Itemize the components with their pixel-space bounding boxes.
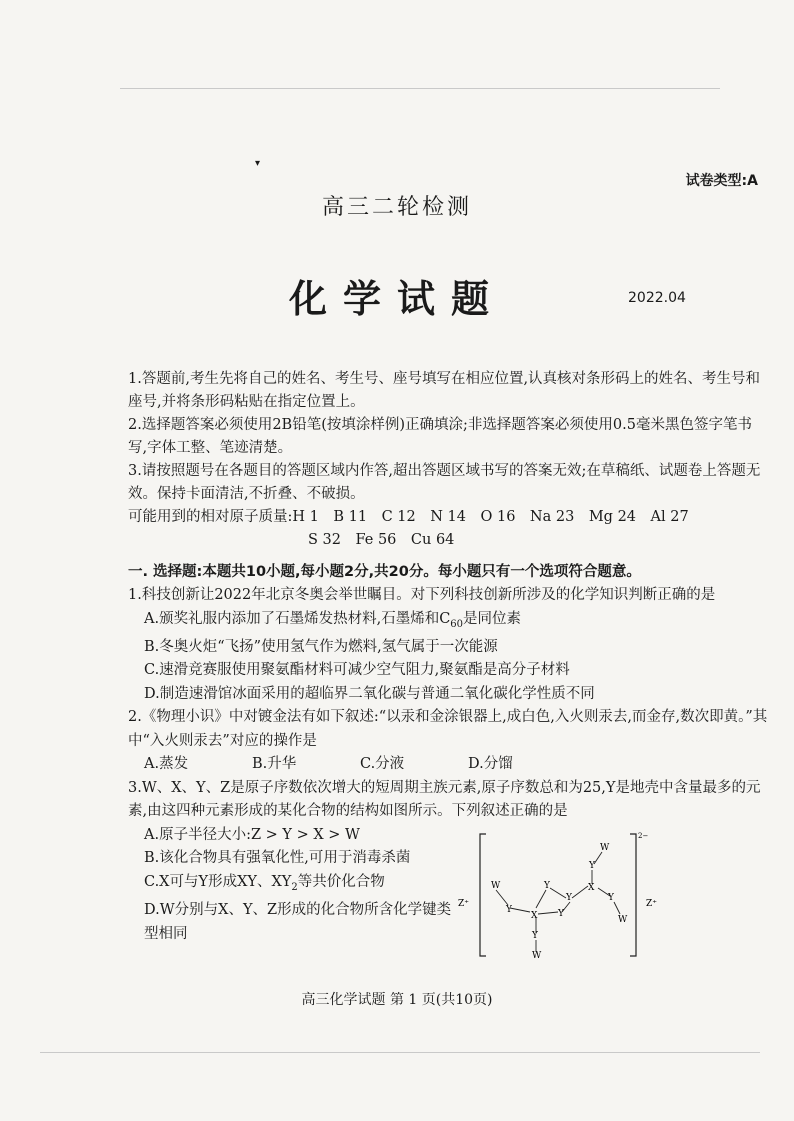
question-1-option-a: A.颁奖礼服内添加了石墨烯发热材料,石墨烯和$C_{60}$是同位素 — [144, 610, 522, 630]
question-2-option-b: B.升华 — [252, 756, 297, 773]
question-3 — [128, 777, 768, 946]
question-3-stem: 3.W、X、Y、Z是原子序数依次增大的短周期主族元素,原子序数总和为25,Y是地壳中含量最多的元素,由这四种元素形成的某化合物的结构如图所示。下列叙述正确的是 — [128, 779, 761, 820]
atom-x: X — [588, 883, 595, 893]
z-ion-right: Z⁺ — [646, 899, 658, 909]
question-1-stem: 1.科技创新让2022年北京冬奥会举世瞩目。对下列科技创新所涉及的化学知识判断正确的是 — [128, 587, 716, 603]
atomic-masses — [128, 506, 768, 529]
exam-date: 2022.04 — [628, 290, 686, 306]
question-1-option-b: B.冬奥火炬“飞扬”使用氢气作为燃料,氢气属于一次能源 — [144, 638, 498, 655]
paper-type: 试卷类型:A — [685, 173, 758, 189]
instructions — [128, 368, 768, 552]
right-bracket — [630, 834, 636, 956]
question-3-option-b: B.该化合物具有强氧化性,可用于消毒杀菌 — [144, 850, 411, 867]
question-2 — [128, 706, 768, 777]
questions — [128, 584, 768, 946]
question-1 — [128, 584, 768, 706]
instruction-3: 3.请按照题号在各题目的答题区域内作答,超出答题区域书写的答案无效;在草稿纸、试题卷上答题无效。保持卡面清洁,不折叠、不破损。 — [128, 463, 761, 502]
exam-subtitle: 高三二轮检测 — [321, 195, 472, 220]
left-bracket — [480, 834, 486, 956]
question-1-option-d: D.制造速滑馆冰面采用的超临界二氧化碳与普通二氧化碳化学性质不同 — [144, 685, 595, 702]
question-1-option-c: C.速滑竞赛服使用聚氨酯材料可减少空气阻力,聚氨酯是高分子材料 — [144, 662, 570, 679]
atom-y: Y — [506, 905, 512, 915]
question-2-options — [128, 753, 768, 777]
atom-w: W — [532, 951, 542, 960]
atom-y: Y — [532, 931, 538, 941]
atom-y: Y — [589, 861, 595, 871]
atomic-masses-label: 可能用到的相对原子质量: — [128, 509, 293, 525]
question-3-option-a: A.原子半径大小:Z > Y > X > W — [144, 826, 360, 843]
atoms — [491, 843, 628, 960]
atom-y: Y — [544, 881, 550, 891]
z-ion-left: Z⁺ — [458, 899, 470, 909]
page-footer: 高三化学试题 第 1 页(共10页) — [301, 992, 493, 1008]
scan-dot: ▾ — [255, 158, 261, 169]
instruction-1: 1.答题前,考生先将自己的姓名、考生号、座号填写在相应位置,认真核对条形码上的姓名、考生号和座号,并将条形码粘贴在指定位置上。 — [128, 371, 761, 410]
exam-title: 化学试题 — [288, 276, 505, 321]
question-2-option-d: D.分馏 — [468, 756, 513, 773]
scan-edge-bottom — [40, 1052, 760, 1053]
compound-structure-diagram — [458, 830, 668, 960]
atom-y: Y — [608, 893, 614, 903]
atom-y: Y — [566, 893, 572, 903]
question-2-stem: 2.《物理小识》中对镀金法有如下叙述:“以汞和金涂银器上,成白色,入火则汞去,而金存,数次即黄。”其中“入火则汞去”对应的操作是 — [128, 709, 768, 749]
atom-x: X — [531, 911, 538, 921]
question-2-option-a: A.蒸发 — [144, 756, 189, 773]
charge-label: 2− — [638, 832, 649, 840]
atom-w: W — [491, 881, 501, 891]
atom-y: Y — [558, 909, 564, 919]
atomic-masses-row1: H 1 B 11 C 12 N 14 O 16 Na 23 Mg 24 Al 27 — [292, 509, 689, 525]
instruction-2: 2.选择题答案必须使用2B铅笔(按填涂样例)正确填涂;非选择题答案必须使用0.5毫米黑色签字笔书写,字体工整、笔迹清楚。 — [128, 417, 752, 456]
question-3-option-d: D.W分别与X、Y、Z形成的化合物所含化学键类型相同 — [144, 902, 452, 942]
section-heading: 一. 选择题:本题共10小题,每小题2分,共20分。每小题只有一个选项符合题意。 — [128, 564, 641, 580]
question-2-option-c: C.分液 — [360, 756, 405, 773]
atomic-masses-row2: S 32 Fe 56 Cu 64 — [308, 532, 455, 548]
atom-w: W — [600, 843, 610, 853]
atom-w: W — [618, 915, 628, 925]
scan-edge-top — [120, 88, 720, 89]
bonds — [496, 852, 620, 952]
question-3-option-c: C.X可与Y形成XY、$XY_2$等共价化合物 — [144, 873, 385, 893]
